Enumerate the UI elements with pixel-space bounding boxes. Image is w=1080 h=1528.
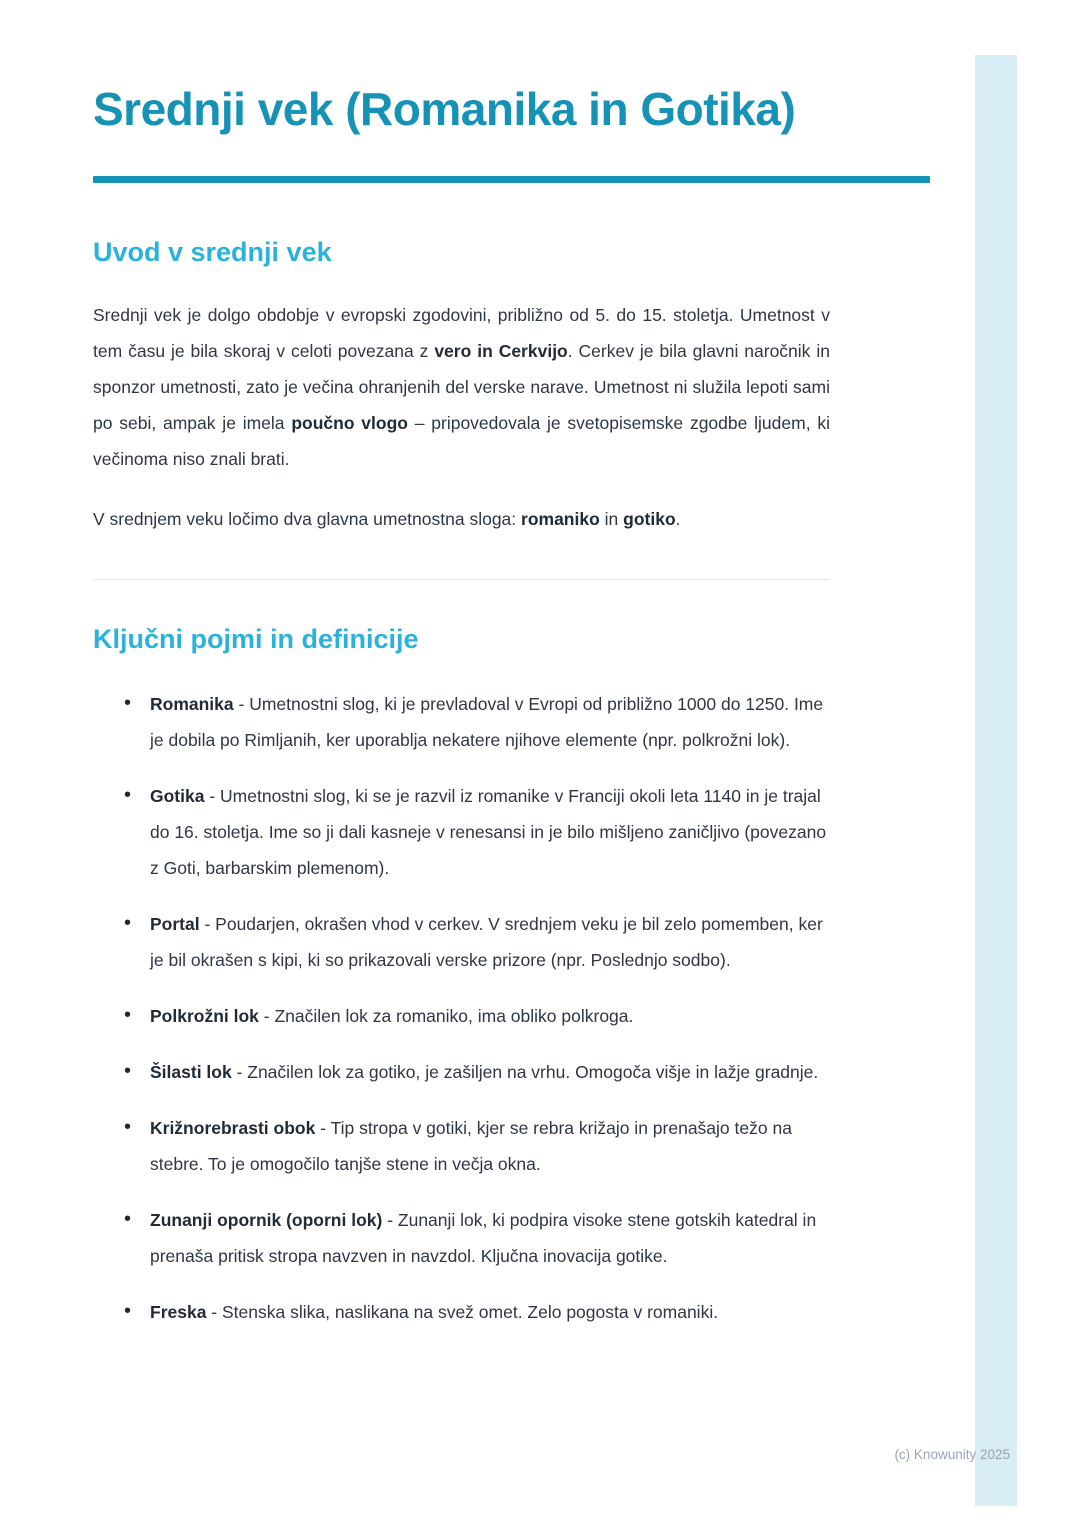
- footer-credit: (c) Knowunity 2025: [894, 1447, 1010, 1462]
- term-definition: - Zunanji lok, ki podpira visoke stene gotskih katedral in prenaša pritisk stropa navzven in navzdol. Ključna inovacija gotike.: [150, 1210, 817, 1266]
- term-name: Romanika: [150, 694, 234, 714]
- term-name: Šilasti lok: [150, 1062, 232, 1082]
- term-name: Gotika: [150, 786, 205, 806]
- term-name: Freska: [150, 1302, 207, 1322]
- term-list: [93, 686, 830, 1330]
- term-list-item: [93, 778, 830, 886]
- intro-paragraph-2: V srednjem veku ločimo dva glavna umetnostna sloga: romaniko in gotiko.: [93, 509, 681, 529]
- term-definition: - Stenska slika, naslikana na svež omet. Zelo pogosta v romaniki.: [206, 1302, 719, 1322]
- title-underline-rule: [93, 176, 930, 183]
- section-heading-terms: Ključni pojmi in definicije: [93, 624, 419, 654]
- term-definition: - Tip stropa v gotiki, kjer se rebra križajo in prenašajo težo na stebre. To je omogočilo tanjše stene in večja okna.: [150, 1118, 792, 1174]
- term-list-item: [93, 906, 830, 978]
- document-content: [93, 0, 830, 1350]
- term-definition: - Umetnostni slog, ki je prevladoval v Evropi od približno 1000 do 1250. Ime je dobila po Rimljanih, ker uporablja nekatere njihove elemente (npr. polkrožni lok).: [150, 694, 824, 750]
- section-terms: [93, 622, 830, 1330]
- term-list-item: [93, 686, 830, 758]
- term-name: Zunanji opornik (oporni lok): [150, 1210, 383, 1230]
- section-divider: [93, 579, 830, 580]
- term-definition: - Umetnostni slog, ki se je razvil iz romanike v Franciji okoli leta 1140 in je trajal do 16. stoletja. Ime so ji dali kasneje v renesansi in je bilo mišljeno zaničljivo (povezano z Goti, barbarskim plemenom).: [150, 786, 827, 878]
- term-name: Polkrožni lok: [150, 1006, 259, 1026]
- term-name: Križnorebrasti obok: [150, 1118, 316, 1138]
- page-title: Srednji vek (Romanika in Gotika): [93, 83, 796, 135]
- term-list-item: [93, 1294, 830, 1330]
- term-definition: - Značilen lok za gotiko, je zašiljen na vrhu. Omogoča višje in lažje gradnje.: [231, 1062, 819, 1082]
- intro-paragraph-1: Srednji vek je dolgo obdobje v evropski zgodovini, približno od 5. do 15. stoletja. Umetnost v tem času je bila skoraj v celoti povezana z vero in Cerkvijo. Cerkev je bila glavni naročnik in sponzor umetnosti, zato je večina ohranjenih del verske narave. Umetnost ni služila lepoti sami po sebi, ampak je imela poučno vlogo – pripovedovala je svetopisemske zgodbe ljudem, ki večinoma niso znali brati.: [93, 305, 830, 469]
- term-list-item: [93, 1110, 830, 1182]
- term-list-item: [93, 1054, 830, 1090]
- term-list-item: [93, 998, 830, 1034]
- term-list-item: [93, 1202, 830, 1274]
- term-definition: - Poudarjen, okrašen vhod v cerkev. V srednjem veku je bil zelo pomemben, ker je bil okrašen s kipi, ki so prikazovali verske prizore (npr. Poslednjo sodbo).: [150, 914, 823, 970]
- section-intro: [93, 235, 830, 537]
- term-definition: - Značilen lok za romaniko, ima obliko polkroga.: [258, 1006, 634, 1026]
- side-stripe: [975, 55, 1017, 1506]
- section-heading-intro: Uvod v srednji vek: [93, 237, 332, 267]
- term-name: Portal: [150, 914, 200, 934]
